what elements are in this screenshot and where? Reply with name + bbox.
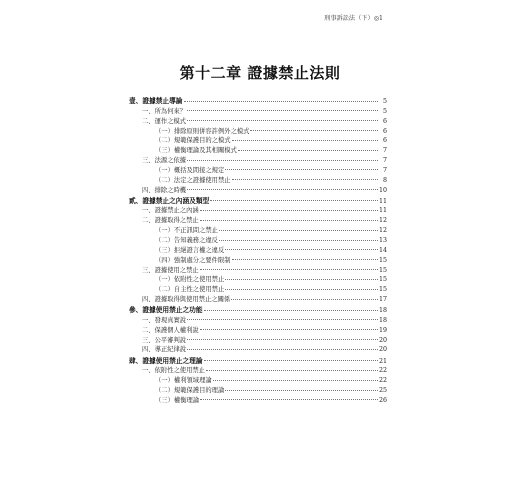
dot-leader <box>187 110 378 111</box>
toc-entry-label: 壹、證據禁止導論 <box>129 97 183 105</box>
toc-entry <box>129 127 387 137</box>
toc-page-number: 19 <box>378 326 387 334</box>
toc-entry <box>129 186 387 196</box>
toc-page-number: 6 <box>382 137 387 145</box>
toc-entry <box>129 176 387 186</box>
chapter-title: 第十二章 證據禁止法則 <box>179 64 341 82</box>
toc-entry-label: 三、法源之依據 <box>142 157 187 165</box>
toc-page-number: 12 <box>378 227 387 235</box>
dot-leader <box>187 120 378 121</box>
toc-entry <box>129 256 387 266</box>
toc-entry-label: 參、證據使用禁止之功能 <box>129 306 203 315</box>
dot-leader <box>204 310 378 311</box>
toc-entry <box>129 107 387 117</box>
toc-entry <box>129 236 387 246</box>
dot-leader <box>232 179 378 180</box>
toc-page-number: 5 <box>382 98 387 105</box>
running-header: 刑事訴訟法（下）◎1 <box>324 15 383 22</box>
toc-entry <box>129 336 387 346</box>
toc-entry-label: （一）不正訊問之禁止 <box>155 227 218 235</box>
toc-entry <box>129 316 387 326</box>
toc-entry-label: （三）權衡理論 <box>155 396 200 404</box>
toc-entry <box>129 345 387 355</box>
toc-page-number: 13 <box>378 237 387 244</box>
dot-leader <box>219 240 378 241</box>
toc-page-number: 18 <box>378 307 387 315</box>
dot-leader <box>225 249 378 250</box>
dot-leader <box>225 279 378 280</box>
toc-entry-label: （一）概括及間接之規定 <box>155 166 225 174</box>
dot-leader <box>187 339 378 340</box>
toc-section-heading <box>129 197 387 207</box>
toc-entry-label: 一、依附性之使用禁止 <box>142 367 205 375</box>
toc-entry <box>129 366 387 376</box>
toc-entry-label: （二）規範保護目的理論 <box>155 387 225 395</box>
toc-entry <box>129 386 387 396</box>
toc-entry <box>129 275 387 285</box>
toc-page-number: 15 <box>378 286 387 294</box>
toc-page-number: 12 <box>378 217 387 225</box>
toc-page-number: 18 <box>378 316 387 324</box>
toc-entry <box>129 117 387 127</box>
dot-leader <box>200 220 378 221</box>
dot-leader <box>200 399 378 400</box>
toc-entry-label: 四、導正紀律說 <box>142 346 187 354</box>
dot-leader <box>200 329 378 330</box>
toc-entry-label: （三）拒絕證言權之違反 <box>155 246 225 254</box>
dot-leader <box>232 259 378 260</box>
toc-page-number: 20 <box>378 346 387 354</box>
toc-entry-label: （一）權利領域理論 <box>155 377 212 385</box>
dot-leader <box>204 360 378 361</box>
toc-entry <box>129 216 387 226</box>
dot-leader <box>231 299 378 300</box>
dot-leader <box>238 150 378 151</box>
toc-entry-label: 一、發現真實說 <box>142 316 187 324</box>
dot-leader <box>232 140 378 141</box>
toc-entry-label: 貳、證據禁止之內涵及類型 <box>129 196 210 205</box>
toc-page-number: 15 <box>378 266 387 274</box>
toc-page-number: 22 <box>378 367 387 375</box>
dot-leader <box>187 160 378 161</box>
toc-page-number: 15 <box>378 276 387 284</box>
dot-leader <box>206 370 378 371</box>
dot-leader <box>225 390 378 391</box>
toc-page-number: 11 <box>378 197 387 205</box>
toc-entry-label: 二、運作之模式 <box>142 117 187 125</box>
toc-entry <box>129 246 387 256</box>
dot-leader <box>219 230 378 231</box>
toc-entry-label: 肆、證據使用禁止之理論 <box>129 356 203 365</box>
toc-page-number: 10 <box>378 186 387 194</box>
dot-leader <box>187 189 378 190</box>
toc-entry-label: （一）排除原則併容許例外之模式 <box>155 127 250 135</box>
dot-leader <box>225 169 378 170</box>
toc-entry-label: （三）權衡理論及其相關模式 <box>155 147 237 155</box>
toc-section-heading <box>129 357 387 367</box>
dot-leader <box>225 289 378 290</box>
dot-leader <box>200 269 378 270</box>
toc-page-number: 15 <box>378 256 387 264</box>
toc-entry <box>129 326 387 336</box>
toc-entry-label: 三、公平審判說 <box>142 336 187 344</box>
toc-entry-label: 三、證據使用之禁止 <box>142 266 199 274</box>
toc-entry-label: （四）強制處分之要件限制 <box>155 256 231 264</box>
toc-entry <box>129 166 387 176</box>
toc-entry-label: （二）告知義務之違反 <box>155 237 218 244</box>
toc-entry-label: 二、證據取得之禁止 <box>142 217 199 225</box>
toc-page-number: 26 <box>378 396 387 404</box>
toc-entry <box>129 146 387 156</box>
toc-entry <box>129 396 387 406</box>
toc-page-number: 8 <box>382 176 387 184</box>
toc-page-number: 22 <box>378 377 387 385</box>
toc-entry <box>129 285 387 295</box>
toc-entry-label: （二）法定之證據使用禁止 <box>155 176 231 184</box>
toc-entry <box>129 206 387 216</box>
toc-entry-label: 二、保護個人權利說 <box>142 326 199 334</box>
toc-entry <box>129 266 387 276</box>
toc-page-number: 11 <box>378 207 387 215</box>
dot-leader <box>200 210 378 211</box>
toc-page-number: 14 <box>378 246 387 254</box>
toc-page-number: 7 <box>382 157 387 165</box>
toc-page-number: 21 <box>378 357 387 365</box>
toc-entry-label: （二）規範保護目的之模式 <box>155 137 231 145</box>
toc-section-heading <box>129 97 387 107</box>
dot-leader <box>187 319 378 320</box>
toc-entry-label: 一、所為何來？ <box>142 107 187 115</box>
dot-leader <box>187 349 378 350</box>
toc-entry <box>129 136 387 146</box>
toc-entry <box>129 376 387 386</box>
toc-page-number: 6 <box>382 117 387 125</box>
dot-leader <box>184 101 379 102</box>
toc-page-number: 7 <box>382 166 387 174</box>
dot-leader <box>250 130 378 131</box>
toc-entry-label: （一）依附性之使用禁止 <box>155 276 225 284</box>
toc-page-number: 5 <box>382 107 387 115</box>
toc-entry-label: 一、證據禁止之內涵 <box>142 207 199 215</box>
toc-entry <box>129 156 387 166</box>
dot-leader <box>213 380 378 381</box>
toc-entry-label: 四、排除之時機 <box>142 186 187 194</box>
toc-page-number: 20 <box>378 336 387 344</box>
toc-page-number: 25 <box>378 387 387 395</box>
table-of-contents <box>129 97 387 406</box>
toc-entry-label: （二）自主性之使用禁止 <box>155 286 225 294</box>
toc-section-heading <box>129 306 387 316</box>
toc-page-number: 7 <box>382 147 387 155</box>
dot-leader <box>210 200 378 201</box>
toc-entry <box>129 226 387 236</box>
toc-entry <box>129 295 387 305</box>
toc-page-number: 17 <box>378 296 387 304</box>
toc-entry-label: 四、證據取得與使用禁止之關係 <box>142 296 231 304</box>
toc-page-number: 6 <box>382 127 387 135</box>
